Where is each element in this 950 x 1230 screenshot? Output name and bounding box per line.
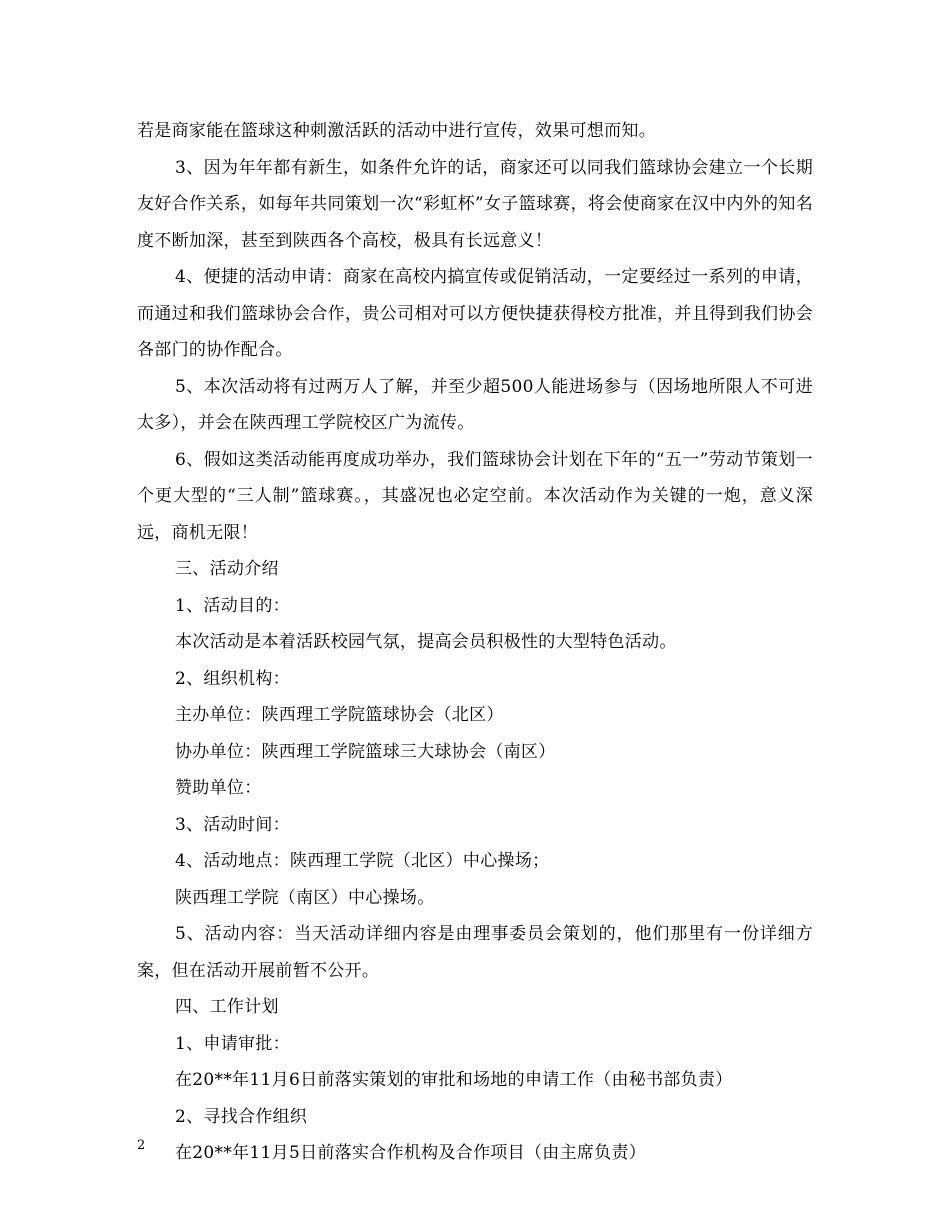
section-heading-work-plan: 四、工作计划: [175, 997, 279, 1017]
item-organization: 2、组织机构：: [175, 668, 290, 689]
paragraph-activity-purpose: 本次活动是本着活跃校园气氛，提高会员积极性的大型特色活动。: [175, 632, 677, 652]
line-location-south: 陕西理工学院（南区）中心操场。: [175, 887, 435, 908]
item-activity-location: 4、活动地点：陕西理工学院（北区）中心操场；: [175, 851, 550, 871]
paragraph-point-3: 3、因为年年都有新生，如条件允许的话，商家还可以同我们篮球协会建立一个长期友好合作关系，如每年共同策划一次“彩虹杯”女子篮球赛，将会使商家在汉中内外的知名度不断加深，甚至到陕西各个高校，极具有长远意义！: [137, 157, 813, 251]
paragraph-continuation: 若是商家能在篮球这种刺激活跃的活动中进行宣传，效果可想而知。: [137, 121, 656, 141]
line-partner-deadline: 在20**年11月5日前落实合作机构及合作项目（由主席负责）: [175, 1143, 647, 1163]
paragraph-point-6: 6、假如这类活动能再度成功举办，我们篮球协会计划在下年的“五一”劳动节策划一个更大型的“三人制”篮球赛。，其盛况也必定空前。本次活动作为关键的一炮，意义深远，商机无限！: [137, 449, 813, 543]
item-activity-time: 3、活动时间：: [175, 814, 290, 835]
line-co-host-unit: 协办单位：陕西理工学院篮球三大球协会（南区）: [175, 741, 556, 762]
page-number: 2: [137, 1138, 146, 1153]
item-application-approval: 1、申请审批：: [175, 1033, 290, 1054]
item-activity-content: 5、活动内容：当天活动详细内容是由理事委员会策划的，他们那里有一份详细方案，但在活动开展前暂不公开。: [137, 924, 813, 981]
item-find-partners: 2、寻找合作组织: [175, 1106, 308, 1127]
line-approval-deadline: 在20**年11月6日前落实策划的审批和场地的申请工作（由秘书部负责）: [175, 1070, 733, 1090]
paragraph-point-5: 5、本次活动将有过两万人了解，并至少超500人能进场参与（因场地所限人不可进太多），并会在陕西理工学院校区广为流传。: [137, 376, 813, 433]
section-heading-activity-intro: 三、活动介绍: [175, 559, 279, 579]
line-sponsor-unit: 赞助单位：: [175, 778, 262, 798]
line-host-unit: 主办单位：陕西理工学院篮球协会（北区）: [175, 705, 504, 725]
paragraph-point-4: 4、便捷的活动申请：商家在高校内搞宣传或促销活动，一定要经过一系列的申请，而通过和我们篮球协会合作，贵公司相对可以方便快捷获得校方批准，并且得到我们协会各部门的协作配合。: [137, 267, 813, 360]
page-body: [137, 113, 813, 1172]
item-activity-purpose: 1、活动目的：: [175, 595, 290, 616]
